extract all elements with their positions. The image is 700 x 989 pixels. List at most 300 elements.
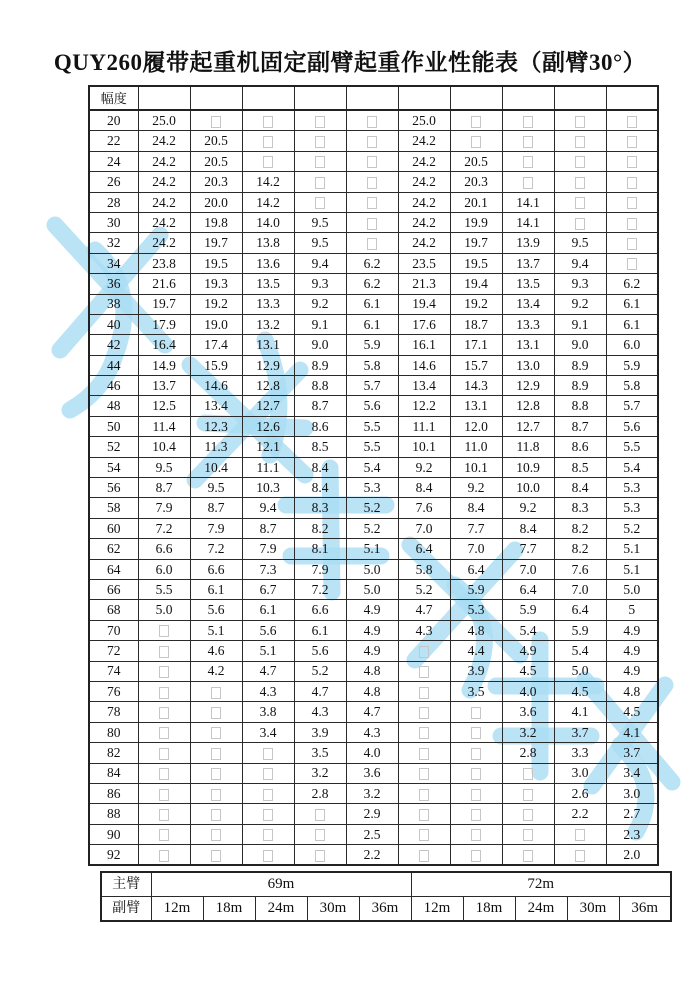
load-cell bbox=[606, 110, 658, 131]
load-cell: 14.0 bbox=[242, 212, 294, 232]
load-cell bbox=[346, 233, 398, 253]
header-cell bbox=[138, 86, 190, 110]
load-cell: 2.9 bbox=[346, 804, 398, 824]
empty-cell-marker bbox=[211, 707, 221, 719]
load-cell: 2.8 bbox=[502, 743, 554, 763]
load-cell: 14.6 bbox=[398, 355, 450, 375]
jib-length: 12m bbox=[411, 897, 463, 922]
empty-cell-marker bbox=[575, 218, 585, 230]
load-cell: 19.3 bbox=[190, 274, 242, 294]
jib-length: 30m bbox=[307, 897, 359, 922]
load-cell: 4.3 bbox=[346, 722, 398, 742]
load-cell bbox=[190, 110, 242, 131]
load-cell bbox=[190, 763, 242, 783]
load-cell: 2.2 bbox=[346, 845, 398, 866]
table-row bbox=[89, 559, 658, 579]
radius-cell: 90 bbox=[89, 824, 138, 844]
radius-cell: 34 bbox=[89, 253, 138, 273]
load-cell: 6.4 bbox=[502, 579, 554, 599]
empty-cell-marker bbox=[211, 809, 221, 821]
load-cell: 19.9 bbox=[450, 212, 502, 232]
load-cell: 5.9 bbox=[346, 335, 398, 355]
empty-cell-marker bbox=[523, 850, 533, 862]
load-cell bbox=[190, 722, 242, 742]
load-cell: 5.6 bbox=[346, 396, 398, 416]
table-row bbox=[89, 783, 658, 803]
table-row bbox=[89, 294, 658, 314]
load-cell: 4.9 bbox=[346, 620, 398, 640]
load-cell: 13.4 bbox=[502, 294, 554, 314]
load-cell: 21.3 bbox=[398, 274, 450, 294]
load-cell: 5.0 bbox=[346, 579, 398, 599]
load-cell: 13.6 bbox=[242, 253, 294, 273]
load-cell: 4.7 bbox=[398, 600, 450, 620]
table-row bbox=[89, 620, 658, 640]
empty-cell-marker bbox=[627, 177, 637, 189]
load-cell: 7.9 bbox=[242, 539, 294, 559]
load-cell: 5.2 bbox=[346, 498, 398, 518]
load-cell: 4.8 bbox=[346, 661, 398, 681]
empty-cell-marker bbox=[575, 156, 585, 168]
table-row bbox=[89, 233, 658, 253]
load-cell: 12.7 bbox=[502, 416, 554, 436]
load-cell: 14.2 bbox=[242, 172, 294, 192]
table-row bbox=[89, 641, 658, 661]
load-cell: 10.9 bbox=[502, 457, 554, 477]
load-cell: 14.3 bbox=[450, 376, 502, 396]
load-cell: 5.5 bbox=[346, 416, 398, 436]
empty-cell-marker bbox=[263, 809, 273, 821]
radius-header: 幅度 bbox=[89, 86, 138, 110]
load-cell bbox=[294, 824, 346, 844]
load-cell: 19.7 bbox=[190, 233, 242, 253]
main-boom-row bbox=[101, 872, 671, 897]
radius-cell: 26 bbox=[89, 172, 138, 192]
empty-cell-marker bbox=[159, 768, 169, 780]
load-cell: 5 bbox=[606, 600, 658, 620]
load-cell: 8.4 bbox=[502, 518, 554, 538]
jib-length: 36m bbox=[619, 897, 671, 922]
load-chart-table bbox=[88, 85, 659, 866]
load-cell: 4.1 bbox=[606, 722, 658, 742]
load-cell: 24.2 bbox=[398, 192, 450, 212]
empty-cell-marker bbox=[419, 809, 429, 821]
load-cell bbox=[606, 253, 658, 273]
load-cell: 14.9 bbox=[138, 355, 190, 375]
load-cell: 19.5 bbox=[190, 253, 242, 273]
table-row bbox=[89, 743, 658, 763]
radius-cell: 24 bbox=[89, 151, 138, 171]
load-cell: 16.4 bbox=[138, 335, 190, 355]
radius-cell: 72 bbox=[89, 641, 138, 661]
empty-cell-marker bbox=[419, 727, 429, 739]
radius-cell: 70 bbox=[89, 620, 138, 640]
load-cell: 3.4 bbox=[242, 722, 294, 742]
load-cell bbox=[138, 743, 190, 763]
header-cell bbox=[398, 86, 450, 110]
load-cell: 8.3 bbox=[554, 498, 606, 518]
load-cell: 20.0 bbox=[190, 192, 242, 212]
load-cell: 24.2 bbox=[398, 172, 450, 192]
load-cell: 3.7 bbox=[554, 722, 606, 742]
radius-cell: 44 bbox=[89, 355, 138, 375]
load-cell: 24.2 bbox=[398, 212, 450, 232]
load-cell bbox=[554, 172, 606, 192]
load-cell: 10.1 bbox=[450, 457, 502, 477]
empty-cell-marker bbox=[523, 156, 533, 168]
load-cell: 2.5 bbox=[346, 824, 398, 844]
load-cell: 5.7 bbox=[606, 396, 658, 416]
load-cell bbox=[398, 722, 450, 742]
empty-cell-marker bbox=[263, 768, 273, 780]
jib-length: 18m bbox=[463, 897, 515, 922]
load-cell bbox=[554, 151, 606, 171]
radius-cell: 76 bbox=[89, 681, 138, 701]
empty-cell-marker bbox=[211, 829, 221, 841]
load-cell bbox=[606, 151, 658, 171]
load-cell: 5.4 bbox=[606, 457, 658, 477]
empty-cell-marker bbox=[315, 197, 325, 209]
load-cell: 5.5 bbox=[346, 437, 398, 457]
load-cell: 20.5 bbox=[190, 131, 242, 151]
load-cell: 20.3 bbox=[450, 172, 502, 192]
load-cell: 5.0 bbox=[138, 600, 190, 620]
empty-cell-marker bbox=[367, 177, 377, 189]
empty-cell-marker bbox=[263, 116, 273, 128]
load-cell bbox=[450, 845, 502, 866]
radius-cell: 32 bbox=[89, 233, 138, 253]
load-cell: 24.2 bbox=[398, 131, 450, 151]
load-cell: 9.0 bbox=[554, 335, 606, 355]
load-cell: 5.5 bbox=[138, 579, 190, 599]
load-cell: 8.5 bbox=[294, 437, 346, 457]
radius-cell: 22 bbox=[89, 131, 138, 151]
load-cell: 7.2 bbox=[138, 518, 190, 538]
empty-cell-marker bbox=[419, 850, 429, 862]
load-cell: 9.5 bbox=[138, 457, 190, 477]
empty-cell-marker bbox=[211, 748, 221, 760]
load-cell bbox=[294, 110, 346, 131]
empty-cell-marker bbox=[159, 666, 169, 678]
empty-cell-marker bbox=[419, 707, 429, 719]
load-cell bbox=[502, 845, 554, 866]
load-cell: 8.6 bbox=[554, 437, 606, 457]
load-cell bbox=[138, 681, 190, 701]
table-row bbox=[89, 151, 658, 171]
empty-cell-marker bbox=[627, 258, 637, 270]
load-cell bbox=[606, 212, 658, 232]
load-cell: 4.0 bbox=[346, 743, 398, 763]
load-cell: 7.7 bbox=[502, 539, 554, 559]
load-cell: 7.3 bbox=[242, 559, 294, 579]
load-cell: 8.4 bbox=[450, 498, 502, 518]
load-cell: 16.1 bbox=[398, 335, 450, 355]
load-cell bbox=[398, 824, 450, 844]
radius-cell: 56 bbox=[89, 478, 138, 498]
load-cell bbox=[138, 620, 190, 640]
load-cell: 8.3 bbox=[294, 498, 346, 518]
load-cell bbox=[138, 824, 190, 844]
empty-cell-marker bbox=[471, 789, 481, 801]
load-cell: 5.6 bbox=[294, 641, 346, 661]
load-cell: 13.3 bbox=[502, 314, 554, 334]
empty-cell-marker bbox=[419, 789, 429, 801]
radius-cell: 62 bbox=[89, 539, 138, 559]
load-cell: 13.3 bbox=[242, 294, 294, 314]
empty-cell-marker bbox=[575, 850, 585, 862]
load-cell: 9.1 bbox=[294, 314, 346, 334]
load-cell: 3.8 bbox=[242, 702, 294, 722]
load-cell: 3.7 bbox=[606, 743, 658, 763]
table-row bbox=[89, 253, 658, 273]
load-cell: 9.5 bbox=[294, 212, 346, 232]
load-cell: 2.3 bbox=[606, 824, 658, 844]
radius-cell: 64 bbox=[89, 559, 138, 579]
load-cell bbox=[398, 702, 450, 722]
load-cell bbox=[606, 233, 658, 253]
empty-cell-marker bbox=[367, 116, 377, 128]
radius-cell: 36 bbox=[89, 274, 138, 294]
empty-cell-marker bbox=[211, 789, 221, 801]
load-cell: 5.4 bbox=[346, 457, 398, 477]
empty-cell-marker bbox=[523, 789, 533, 801]
load-cell: 4.2 bbox=[190, 661, 242, 681]
load-cell bbox=[138, 783, 190, 803]
table-row bbox=[89, 274, 658, 294]
load-cell: 4.4 bbox=[450, 641, 502, 661]
empty-cell-marker bbox=[211, 116, 221, 128]
empty-cell-marker bbox=[419, 768, 429, 780]
load-cell: 19.5 bbox=[450, 253, 502, 273]
table-row bbox=[89, 600, 658, 620]
empty-cell-marker bbox=[575, 197, 585, 209]
load-cell: 6.1 bbox=[346, 314, 398, 334]
load-cell: 5.9 bbox=[606, 355, 658, 375]
load-cell: 5.1 bbox=[190, 620, 242, 640]
table-row bbox=[89, 192, 658, 212]
empty-cell-marker bbox=[211, 850, 221, 862]
load-cell: 14.2 bbox=[242, 192, 294, 212]
load-cell: 8.4 bbox=[294, 457, 346, 477]
empty-cell-marker bbox=[315, 136, 325, 148]
table-row bbox=[89, 681, 658, 701]
empty-cell-marker bbox=[523, 768, 533, 780]
load-cell: 13.9 bbox=[502, 233, 554, 253]
load-cell bbox=[398, 661, 450, 681]
load-cell: 5.9 bbox=[450, 579, 502, 599]
table-row bbox=[89, 763, 658, 783]
empty-cell-marker bbox=[367, 156, 377, 168]
load-cell: 9.2 bbox=[502, 498, 554, 518]
load-cell: 20.5 bbox=[450, 151, 502, 171]
table-row bbox=[89, 478, 658, 498]
empty-cell-marker bbox=[263, 789, 273, 801]
load-cell: 8.2 bbox=[554, 539, 606, 559]
load-cell: 8.8 bbox=[554, 396, 606, 416]
load-cell: 13.0 bbox=[502, 355, 554, 375]
load-cell: 14.6 bbox=[190, 376, 242, 396]
empty-cell-marker bbox=[575, 829, 585, 841]
table-row bbox=[89, 131, 658, 151]
empty-cell-marker bbox=[575, 116, 585, 128]
load-cell: 5.3 bbox=[606, 498, 658, 518]
load-cell: 21.6 bbox=[138, 274, 190, 294]
load-cell: 3.0 bbox=[554, 763, 606, 783]
load-cell: 17.9 bbox=[138, 314, 190, 334]
load-cell bbox=[502, 151, 554, 171]
load-cell: 7.0 bbox=[398, 518, 450, 538]
load-cell: 8.7 bbox=[554, 416, 606, 436]
load-cell: 7.6 bbox=[398, 498, 450, 518]
radius-cell: 40 bbox=[89, 314, 138, 334]
load-cell bbox=[398, 783, 450, 803]
load-cell: 19.7 bbox=[138, 294, 190, 314]
load-cell: 5.5 bbox=[606, 437, 658, 457]
load-cell: 15.7 bbox=[450, 355, 502, 375]
empty-cell-marker bbox=[419, 748, 429, 760]
load-cell bbox=[450, 110, 502, 131]
radius-cell: 80 bbox=[89, 722, 138, 742]
header-row bbox=[89, 86, 658, 110]
load-cell bbox=[398, 641, 450, 661]
load-cell: 3.4 bbox=[606, 763, 658, 783]
load-cell: 24.2 bbox=[398, 233, 450, 253]
load-cell: 5.0 bbox=[606, 579, 658, 599]
load-cell bbox=[398, 681, 450, 701]
jib-length: 18m bbox=[203, 897, 255, 922]
empty-cell-marker bbox=[471, 727, 481, 739]
load-cell: 17.4 bbox=[190, 335, 242, 355]
table-row bbox=[89, 498, 658, 518]
load-cell: 19.0 bbox=[190, 314, 242, 334]
load-cell: 24.2 bbox=[138, 172, 190, 192]
load-cell: 8.9 bbox=[554, 376, 606, 396]
load-cell bbox=[450, 783, 502, 803]
load-cell: 9.2 bbox=[554, 294, 606, 314]
load-cell: 11.1 bbox=[398, 416, 450, 436]
load-cell: 6.2 bbox=[606, 274, 658, 294]
load-cell: 7.6 bbox=[554, 559, 606, 579]
radius-cell: 88 bbox=[89, 804, 138, 824]
load-cell: 5.2 bbox=[398, 579, 450, 599]
load-cell: 3.5 bbox=[294, 743, 346, 763]
load-cell: 3.2 bbox=[346, 783, 398, 803]
table-row bbox=[89, 824, 658, 844]
header-cell bbox=[242, 86, 294, 110]
empty-cell-marker bbox=[471, 748, 481, 760]
table-row bbox=[89, 110, 658, 131]
load-cell: 13.1 bbox=[242, 335, 294, 355]
load-cell bbox=[242, 151, 294, 171]
table-row bbox=[89, 661, 658, 681]
empty-cell-marker bbox=[159, 748, 169, 760]
load-cell bbox=[502, 763, 554, 783]
load-cell: 6.1 bbox=[190, 579, 242, 599]
header-cell bbox=[502, 86, 554, 110]
load-cell: 20.5 bbox=[190, 151, 242, 171]
load-cell: 25.0 bbox=[398, 110, 450, 131]
table-row bbox=[89, 845, 658, 866]
radius-cell: 28 bbox=[89, 192, 138, 212]
empty-cell-marker bbox=[419, 829, 429, 841]
load-cell: 3.6 bbox=[346, 763, 398, 783]
load-cell bbox=[450, 804, 502, 824]
load-cell: 13.5 bbox=[502, 274, 554, 294]
load-cell: 8.4 bbox=[294, 478, 346, 498]
empty-cell-marker bbox=[523, 809, 533, 821]
load-cell: 11.4 bbox=[138, 416, 190, 436]
load-cell: 10.4 bbox=[190, 457, 242, 477]
load-cell: 13.7 bbox=[502, 253, 554, 273]
load-cell: 12.9 bbox=[242, 355, 294, 375]
load-cell bbox=[190, 845, 242, 866]
load-cell: 4.1 bbox=[554, 702, 606, 722]
load-cell: 9.3 bbox=[294, 274, 346, 294]
load-cell bbox=[502, 783, 554, 803]
load-cell: 6.1 bbox=[242, 600, 294, 620]
load-cell: 2.2 bbox=[554, 804, 606, 824]
load-cell bbox=[242, 131, 294, 151]
load-cell bbox=[554, 824, 606, 844]
radius-cell: 46 bbox=[89, 376, 138, 396]
empty-cell-marker bbox=[367, 197, 377, 209]
table-row bbox=[89, 579, 658, 599]
empty-cell-marker bbox=[211, 768, 221, 780]
load-cell: 24.2 bbox=[138, 212, 190, 232]
table-row bbox=[89, 376, 658, 396]
load-cell: 13.8 bbox=[242, 233, 294, 253]
load-cell: 13.2 bbox=[242, 314, 294, 334]
empty-cell-marker bbox=[627, 136, 637, 148]
load-cell: 5.6 bbox=[242, 620, 294, 640]
load-cell bbox=[346, 110, 398, 131]
header-cell bbox=[190, 86, 242, 110]
load-cell bbox=[190, 804, 242, 824]
radius-cell: 60 bbox=[89, 518, 138, 538]
load-cell: 11.3 bbox=[190, 437, 242, 457]
load-cell: 4.8 bbox=[346, 681, 398, 701]
load-cell: 12.7 bbox=[242, 396, 294, 416]
load-cell bbox=[190, 783, 242, 803]
load-cell bbox=[242, 763, 294, 783]
load-cell: 5.2 bbox=[346, 518, 398, 538]
load-cell: 11.1 bbox=[242, 457, 294, 477]
load-cell: 6.1 bbox=[606, 294, 658, 314]
load-cell bbox=[346, 192, 398, 212]
header-cell bbox=[606, 86, 658, 110]
radius-cell: 82 bbox=[89, 743, 138, 763]
load-cell bbox=[502, 824, 554, 844]
load-cell: 6.7 bbox=[242, 579, 294, 599]
load-cell: 5.0 bbox=[346, 559, 398, 579]
load-cell: 11.0 bbox=[450, 437, 502, 457]
empty-cell-marker bbox=[523, 116, 533, 128]
load-cell: 13.7 bbox=[138, 376, 190, 396]
radius-cell: 30 bbox=[89, 212, 138, 232]
load-cell: 12.0 bbox=[450, 416, 502, 436]
jib-label: 副臂 bbox=[101, 897, 151, 922]
main-boom-length: 72m bbox=[411, 872, 671, 897]
empty-cell-marker bbox=[159, 809, 169, 821]
load-cell bbox=[502, 804, 554, 824]
load-cell: 6.0 bbox=[138, 559, 190, 579]
empty-cell-marker bbox=[575, 177, 585, 189]
table-row bbox=[89, 172, 658, 192]
radius-cell: 20 bbox=[89, 110, 138, 131]
header-cell bbox=[294, 86, 346, 110]
load-cell: 13.4 bbox=[398, 376, 450, 396]
empty-cell-marker bbox=[471, 136, 481, 148]
